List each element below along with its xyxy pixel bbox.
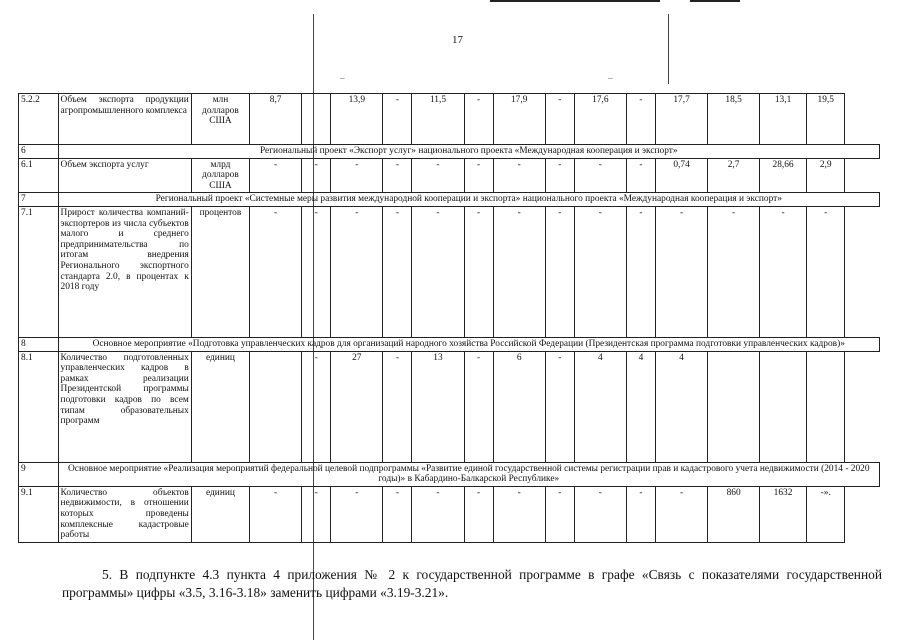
value-cell: - <box>250 158 302 193</box>
value-cell: - <box>302 351 331 462</box>
value-cell: - <box>464 158 493 193</box>
value-cell: - <box>656 486 708 542</box>
value-cell: - <box>545 206 574 337</box>
unit-cell: единиц <box>191 351 249 462</box>
value-cell <box>250 351 302 462</box>
value-cell: - <box>412 158 464 193</box>
value-cell: 2,9 <box>806 158 845 193</box>
value-cell: - <box>464 351 493 462</box>
value-cell: 18,5 <box>708 94 760 145</box>
row-number: 7.1 <box>19 206 59 337</box>
indicator-name: Количество объектов недвижимости, в отношении которых проведены комплексные кадастровые работы <box>58 486 191 542</box>
value-cell: - <box>806 206 845 337</box>
section-row <box>19 145 880 159</box>
value-cell: 2,7 <box>708 158 760 193</box>
value-cell: 19,5 <box>806 94 845 145</box>
value-cell: - <box>574 486 626 542</box>
value-cell: - <box>545 94 574 145</box>
value-cell: - <box>464 486 493 542</box>
row-number: 6 <box>19 145 59 159</box>
value-cell: 11,5 <box>412 94 464 145</box>
scan-mark: _ <box>340 70 345 80</box>
indicator-name: Количество подготовленных управленческих кадров в рамках реализации Президентской программы подготовки кадров по всем типам образовательных программ <box>58 351 191 462</box>
value-cell: - <box>250 486 302 542</box>
value-cell: - <box>383 206 412 337</box>
value-cell: 6 <box>493 351 545 462</box>
section-row <box>19 337 880 351</box>
fold-line-right <box>668 14 669 84</box>
unit-cell: млрд долларов США <box>191 158 249 193</box>
indicator-name: Объем экспорта продукции агропромышленного комплекса <box>58 94 191 145</box>
row-number: 9.1 <box>19 486 59 542</box>
value-cell: 13,9 <box>331 94 383 145</box>
unit-cell: млн долларов США <box>191 94 249 145</box>
value-cell: - <box>250 206 302 337</box>
value-cell <box>708 351 760 462</box>
value-cell: - <box>331 206 383 337</box>
row-number: 8 <box>19 337 59 351</box>
value-cell: 0,74 <box>656 158 708 193</box>
value-cell: - <box>493 206 545 337</box>
section-title: Региональный проект «Экспорт услуг» национального проекта «Международная кооперация и экспорт» <box>58 145 879 159</box>
value-cell: 1632 <box>760 486 807 542</box>
value-cell: - <box>464 206 493 337</box>
value-cell: - <box>302 206 331 337</box>
value-cell: - <box>331 158 383 193</box>
value-cell: 8,7 <box>250 94 302 145</box>
value-cell: - <box>626 94 655 145</box>
indicator-name: Объем экспорта услуг <box>58 158 191 193</box>
value-cell: - <box>493 158 545 193</box>
value-cell: - <box>412 486 464 542</box>
value-cell: - <box>545 351 574 462</box>
top-rule-right <box>690 0 740 2</box>
value-cell: 17,6 <box>574 94 626 145</box>
value-cell: - <box>383 486 412 542</box>
value-cell: - <box>302 158 331 193</box>
value-cell: - <box>383 351 412 462</box>
section-title: Региональный проект «Системные меры развития международной кооперации и экспорта» национального проекта «Международная кооперация и экспорт» <box>58 193 879 207</box>
value-cell: - <box>708 206 760 337</box>
value-cell: - <box>574 158 626 193</box>
scan-mark: _ <box>608 70 613 80</box>
value-cell: 28,66 <box>760 158 807 193</box>
table-row <box>19 486 880 542</box>
value-cell: 13 <box>412 351 464 462</box>
value-cell: - <box>383 94 412 145</box>
value-cell: - <box>464 94 493 145</box>
row-number: 6.1 <box>19 158 59 193</box>
section-title: Основное мероприятие «Подготовка управленческих кадров для организаций народного хозяйства Российской Федерации (Президентская программа подготовки управленческих кадров)» <box>58 337 879 351</box>
value-cell <box>806 351 845 462</box>
value-cell <box>760 351 807 462</box>
indicators-table <box>18 93 880 543</box>
value-cell: - <box>331 486 383 542</box>
amendment-paragraph: 5. В подпункте 4.3 пункта 4 приложения № 2 к государственной программе в графе «Связь с показателями государственной программы» цифры «3.5, 3.16-3.18» заменить цифрами «3.19-3.21». <box>62 567 882 600</box>
value-cell: -». <box>806 486 845 542</box>
table-row <box>19 206 880 337</box>
value-cell: - <box>626 486 655 542</box>
row-number: 5.2.2 <box>19 94 59 145</box>
table-row <box>19 351 880 462</box>
row-number: 9 <box>19 462 59 486</box>
row-number: 7 <box>19 193 59 207</box>
page-number: 17 <box>452 34 463 46</box>
value-cell: 4 <box>626 351 655 462</box>
value-cell: - <box>545 158 574 193</box>
section-title: Основное мероприятие «Реализация мероприятий федеральной целевой подпрограммы «Развитие единой государственной системы регистрации прав и кадастрового учета недвижимости (2014 - 2020 годы)» в Кабардино-Балкарской Республике» <box>58 462 879 486</box>
value-cell: 860 <box>708 486 760 542</box>
table-row <box>19 158 880 193</box>
value-cell: - <box>760 206 807 337</box>
value-cell: - <box>626 206 655 337</box>
indicator-name: Прирост количества компаний-экспортеров из числа субъектов малого и среднего предпринимательства по итогам внедрения Регионального экспортного стандарта 2.0, в процентах к 2018 году <box>58 206 191 337</box>
value-cell: - <box>574 206 626 337</box>
value-cell: - <box>545 486 574 542</box>
value-cell: 17,9 <box>493 94 545 145</box>
table-row <box>19 94 880 145</box>
value-cell: - <box>383 158 412 193</box>
unit-cell: процентов <box>191 206 249 337</box>
value-cell: 4 <box>574 351 626 462</box>
value-cell: 13,1 <box>760 94 807 145</box>
value-cell <box>302 94 331 145</box>
row-number: 8.1 <box>19 351 59 462</box>
unit-cell: единиц <box>191 486 249 542</box>
section-row <box>19 462 880 486</box>
value-cell: 17,7 <box>656 94 708 145</box>
value-cell: - <box>302 486 331 542</box>
value-cell: - <box>412 206 464 337</box>
value-cell: 27 <box>331 351 383 462</box>
top-rule-left <box>490 0 660 2</box>
value-cell: 4 <box>656 351 708 462</box>
value-cell: - <box>626 158 655 193</box>
value-cell: - <box>493 486 545 542</box>
section-row <box>19 193 880 207</box>
value-cell: - <box>656 206 708 337</box>
